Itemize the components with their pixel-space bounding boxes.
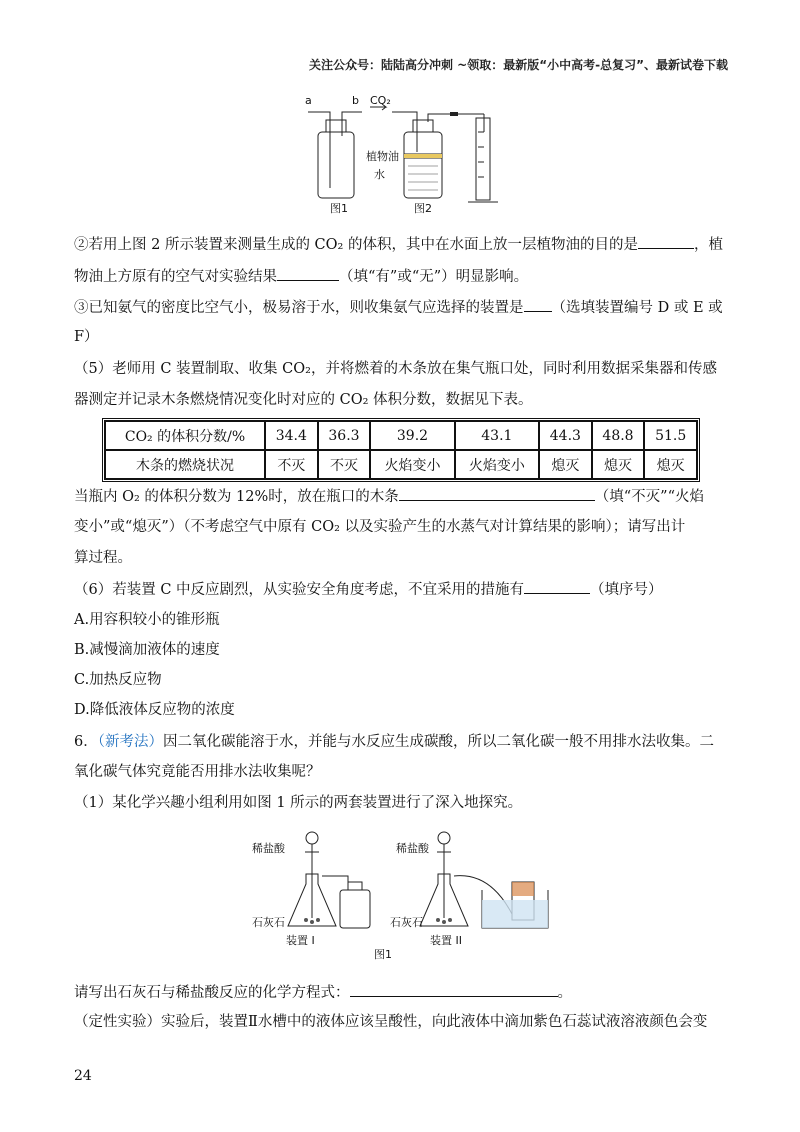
top-figure	[300, 92, 510, 216]
label-stone-1: 石灰石	[252, 916, 285, 929]
label-acid-1: 稀盐酸	[252, 842, 285, 855]
q5-line2: 器测定并记录木条燃烧情况变化时对应的 CO₂ 体积分数，数据见下表。	[74, 392, 533, 408]
table-cell: 熄灭	[644, 450, 697, 479]
text: （填“有”或“无”）明显影响。	[339, 269, 529, 285]
text: （6）若装置 C 中反应剧烈，从实验安全角度考虑，不宜采用的措施有	[74, 582, 525, 598]
text: （选填装置编号 D 或 E 或	[551, 300, 723, 316]
caption-fig1-bottom: 图1	[374, 948, 392, 961]
q5-answer-line3: 算过程。	[74, 550, 132, 566]
table-cell: 36.3	[318, 421, 371, 450]
label-oil: 植物油	[366, 150, 399, 163]
table-cell: 熄灭	[592, 450, 645, 479]
p6-line3: （1）某化学兴趣小组利用如图 1 所示的两套装置进行了深入地探究。	[74, 795, 523, 811]
p6-line1	[74, 732, 714, 752]
table-cell: 熄灭	[539, 450, 592, 479]
table-cell: 火焰变小	[370, 450, 454, 479]
q4-p2-line2	[74, 266, 528, 287]
table-cell: 不灭	[265, 450, 318, 479]
table-header: 木条的燃烧状况	[105, 450, 265, 479]
table-cell: 火焰变小	[455, 450, 539, 479]
answer-blank	[399, 486, 595, 501]
table-row	[105, 450, 697, 479]
new-method-tag: （新考法）	[97, 734, 163, 750]
table-cell: 44.3	[539, 421, 592, 450]
table-cell: 48.8	[592, 421, 645, 450]
label-acid-2: 稀盐酸	[396, 842, 429, 855]
answer-blank	[350, 982, 558, 997]
label-stone-2: 石灰石	[390, 916, 423, 929]
label-device-1: 装置 I	[286, 934, 315, 947]
label-co2: CO₂	[370, 94, 391, 107]
answer-blank	[524, 579, 590, 594]
table-cell: 不灭	[318, 450, 371, 479]
answer-blank	[524, 297, 552, 312]
problem-number: 6．	[74, 734, 98, 750]
text: 当瓶内 O₂ 的体积分数为 12%时，放在瓶口的木条	[74, 489, 399, 505]
label-b: b	[352, 94, 359, 107]
text: ②若用上图 2 所示装置来测量生成的 CO₂ 的体积，其中在水面上放一层植物油的目的是	[74, 237, 638, 253]
q5-answer-line2: 变小”或“熄灭”）（不考虑空气中原有 CO₂ 以及实验产生的水蒸气对计算结果的影响）；请写出计	[74, 519, 686, 535]
option-a: A.用容积较小的锥形瓶	[74, 612, 220, 628]
q4-p3-line2: F）	[74, 329, 99, 345]
text: （填序号）	[590, 582, 663, 598]
table-cell: 34.4	[265, 421, 318, 450]
answer-blank	[277, 266, 339, 281]
q4-p2-line1	[74, 234, 723, 255]
text: 因二氧化碳能溶于水，并能与水反应生成碳酸，所以二氧化碳一般不用排水法收集。二	[162, 734, 714, 750]
gas-bottles-diagram	[300, 92, 510, 216]
table-header: CO₂ 的体积分数/%	[105, 421, 265, 450]
co2-data-table	[102, 418, 700, 482]
option-b: B.减慢滴加液体的速度	[74, 642, 220, 658]
bottom-figure	[250, 826, 560, 961]
text: （填“不灭”“火焰	[594, 489, 705, 505]
text: ，植	[693, 237, 723, 253]
q5-answer-line1	[74, 486, 704, 507]
text: 物油上方原有的空气对实验结果	[74, 269, 277, 285]
caption-fig2: 图2	[414, 202, 432, 215]
last-line: （定性实验）实验后，装置Ⅱ水槽中的液体应该呈酸性，向此液体中滴加紫色石蕊试液溶液颜色会变	[74, 1014, 708, 1030]
equation-line	[74, 982, 572, 1003]
q5-line1: （5）老师用 C 装置制取、收集 CO₂，并将燃着的木条放在集气瓶口处，同时利用数据采集器和传感	[74, 361, 717, 377]
text: 请写出石灰石与稀盐酸反应的化学方程式：	[74, 985, 350, 1001]
page-number: 24	[74, 1068, 92, 1084]
q4-p3-line1	[74, 297, 723, 318]
label-a: a	[305, 94, 312, 107]
table-cell: 39.2	[370, 421, 454, 450]
q6-line1	[74, 579, 663, 600]
text: ③已知氨气的密度比空气小，极易溶于水，则收集氨气应选择的装置是	[74, 300, 524, 316]
label-device-2: 装置 II	[430, 934, 462, 947]
option-c: C.加热反应物	[74, 672, 162, 688]
answer-blank	[638, 234, 694, 249]
table-cell: 43.1	[455, 421, 539, 450]
caption-fig1: 图1	[330, 202, 348, 215]
option-d: D.降低液体反应物的浓度	[74, 702, 235, 718]
label-water: 水	[374, 168, 385, 181]
table-row	[105, 421, 697, 450]
table-cell: 51.5	[644, 421, 697, 450]
p6-line2: 氧化碳气体究竟能否用排水法收集呢？	[74, 764, 321, 780]
page-header: 关注公众号：陆陆高分冲刺 ~领取：最新版“小中高考-总复习”、最新试卷下载	[309, 58, 728, 72]
text: 。	[557, 985, 572, 1001]
